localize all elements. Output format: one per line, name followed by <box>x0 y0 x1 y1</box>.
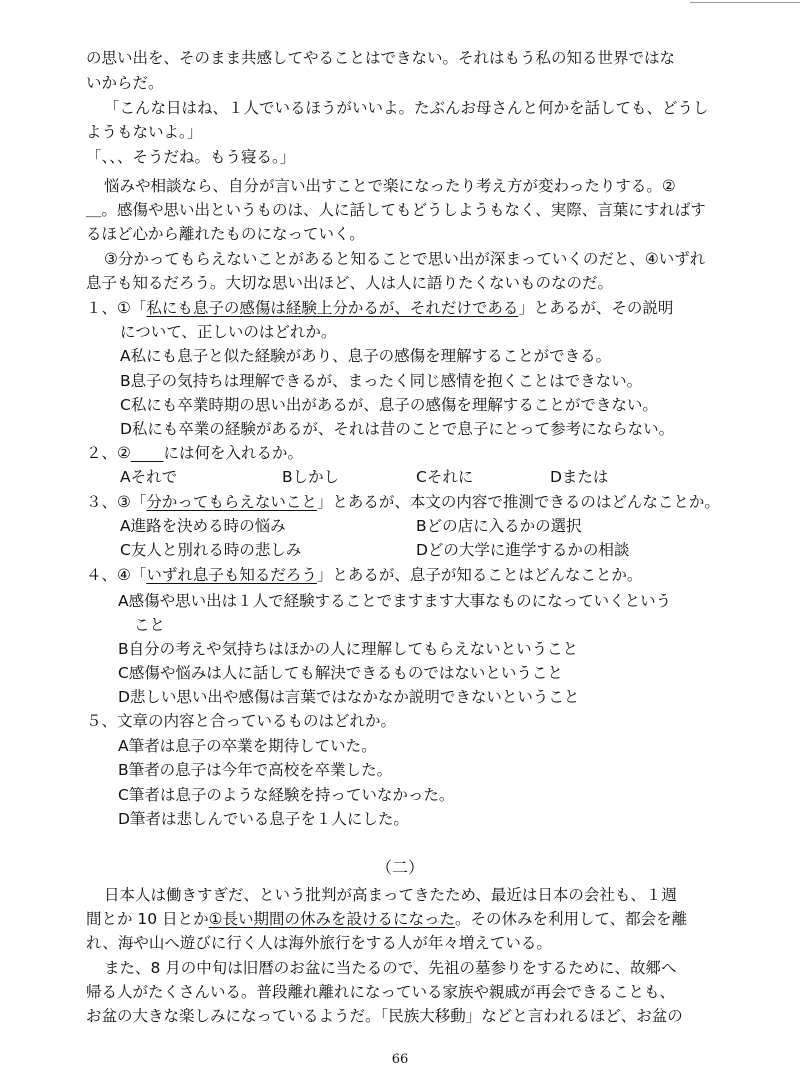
passage-line: お盆の大きな楽しみになっているようだ。「民族大移動」などと言われるほど、お盆の <box>86 1007 683 1025</box>
question-2-stem: ２、② には何を入れるか。 <box>86 444 303 462</box>
passage-line: ③分かってもらえないことがあると知ることで思い出が深まっていくのだと、④いずれ <box>104 250 706 268</box>
question-1-option: C私にも卒業時期の思い出があるが、息子の感傷を理解することができない。 <box>120 396 658 414</box>
question-5-option: B筆者の息子は今年で高校を卒業した。 <box>118 761 393 779</box>
passage-line: るほど心から離れたものになっていく。 <box>86 225 365 243</box>
passage-line: の思い出を、そのまま共感してやることはできない。それはもう私の知る世界ではな <box>86 49 676 67</box>
question-5-option: C筆者は息子のような経験を持っていなかった。 <box>118 786 455 804</box>
passage-line: ＿。感傷や思い出というものは、人に話してもどうしようもなく、実際、言葉にすればす <box>86 201 706 219</box>
passage-line: 「こんな日はね、１人でいるほうがいいよ。たぶんお母さんと何かを話しても、どうし <box>104 99 709 117</box>
passage-line: 「、、、そうだね。もう寝る。」 <box>86 148 296 166</box>
question-3-option: C友人と別れる時の悲しみ <box>120 541 302 559</box>
passage-line: いからだ。 <box>86 74 164 92</box>
passage-line: 帰る人がたくさんいる。普段離れ離れになっている家族や親戚が再会できることも、 <box>86 983 676 1001</box>
question-3-options-row <box>120 539 760 561</box>
question-4-stem: ４、④「いずれ息子も知るだろう」とあるが、息子が知ることはどんなことか。 <box>86 566 643 584</box>
passage-line: 息子も知るだろう。大切な思い出ほど、人は人に語りたくないものなのだ。 <box>86 274 614 292</box>
passage-line: また、8 月の中旬は旧暦のお盆に当たるので、先祖の墓参りをするために、故郷へ <box>104 959 677 977</box>
passage-line: 悩みや相談なら、自分が言い出すことで楽になったり考え方が変わったりする。② <box>104 177 676 195</box>
question-3-option: Dどの大学に進学するかの相談 <box>416 541 630 559</box>
question-4-option: A感傷や思い出は１人で経験することでますます大事なものになっていくという <box>118 592 672 610</box>
question-4-option: C感傷や悩みは人に話しても解決できるものではないということ <box>118 664 563 682</box>
question-5-option: D筆者は悲しんでいる息子を１人にした。 <box>118 810 409 828</box>
question-4-option-cont: こと <box>134 616 166 634</box>
question-3-stem: ３、③「分かってもらえないこと」とあるが、本文の内容で推測できるのはどんなことか。 <box>86 493 720 511</box>
question-3-option: Bどの店に入るかの選択 <box>416 517 582 535</box>
question-1-stem: １、①「私にも息子の感傷は経験上分かるが、それだけである」とあるが、その説明 <box>86 299 674 317</box>
question-2-option: Cそれに <box>416 468 474 486</box>
question-1-option: A私にも息子と似た経験があり、息子の感傷を理解することができる。 <box>120 347 612 365</box>
question-2-option: Bしかし <box>282 468 340 486</box>
question-1-option: D私にも卒業の経験があるが、それは昔のことで息子にとって参考にならない。 <box>120 420 675 438</box>
passage-line: 間とか 10 日とか①長い期間の休みを設けるになった。その休みを利用して、都会を離 <box>86 910 688 928</box>
passage-line: 日本人は働きすぎだ、という批判が高まってきたため、最近は日本の会社も、１週 <box>104 886 677 904</box>
page-number: 66 <box>391 1052 409 1067</box>
question-1-stem-cont: について、正しいのはどれか。 <box>120 323 337 341</box>
question-5-stem: ５、文章の内容と合っているものはどれか。 <box>86 712 397 730</box>
question-5-option: A筆者は息子の卒業を期待していた。 <box>118 737 377 755</box>
section-heading: （二） <box>375 858 424 877</box>
answer-blank <box>131 444 164 462</box>
passage-line: ようもないよ。」 <box>86 123 203 141</box>
question-2-option: Dまたは <box>550 468 609 486</box>
question-2-option: Aそれで <box>120 468 178 486</box>
corner-mark <box>690 2 800 3</box>
passage-line: れ、海や山へ遊びに行く人は海外旅行をする人が年々増えている。 <box>86 934 552 952</box>
question-3-option: A進路を決める時の悩み <box>120 517 286 535</box>
question-4-option: D悲しい思い出や感傷は言葉ではなかなか説明できないということ <box>118 688 580 706</box>
question-2-options <box>120 466 760 488</box>
question-4-option: B自分の考えや気持ちはほかの人に理解してもらえないということ <box>118 640 579 658</box>
question-3-options-row <box>120 515 760 537</box>
question-1-option: B息子の気持ちは理解できるが、まったく同じ感情を抱くことはできない。 <box>120 372 643 390</box>
